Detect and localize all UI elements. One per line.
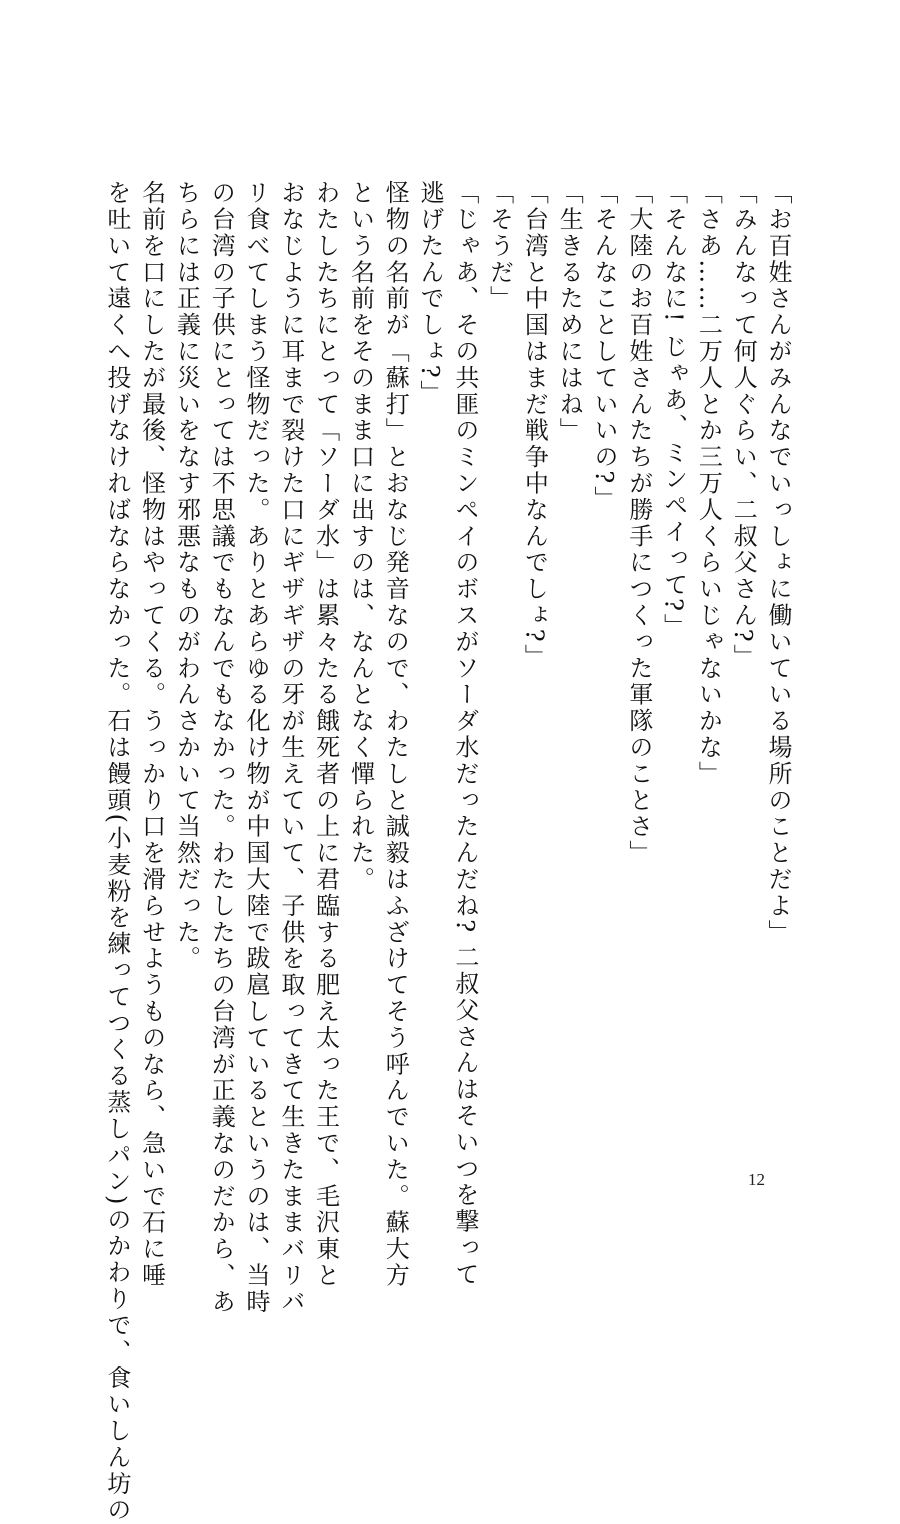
- text-line: 「さあ……二万人とか三万人くらいじゃないかな」: [694, 180, 723, 788]
- text-line: 「大陸のお百姓さんたちが勝手につくった軍隊のことさ」: [624, 180, 653, 867]
- text-line: 名前を口にしたが最後、怪物はやってくる。うっかり口を滑らせようものなら、急いで石に唾: [137, 180, 166, 1289]
- text-line: リ食べてしまう怪物だった。ありとあらゆる化け物が中国大陸で跋扈しているというのは、当時: [242, 180, 271, 1316]
- text-line: わたしたちにとって「ソーダ水」は累々たる餓死者の上に君臨する肥え太った王で、毛沢東と: [311, 180, 340, 1289]
- text-line: 「みんなって何人ぐらい、二叔父さん?」: [729, 180, 758, 671]
- text-line: の台湾の子供にとっては不思議でもなんでもなかった。わたしたちの台湾が正義なのだから、あ: [207, 180, 236, 1316]
- text-line: という名前をそのまま口に出すのは、なんとなく憚られた。: [346, 180, 375, 893]
- page-number: 12: [748, 1170, 765, 1189]
- text-line: 「台湾と中国はまだ戦争中なんでしょ?」: [520, 180, 549, 671]
- text-line: 「そうだ」: [485, 180, 514, 312]
- text-line: 逃げたんでしょ?」: [416, 180, 445, 407]
- text-line: 「そんなに! じゃあ、ミンペイって?」: [659, 180, 688, 640]
- text-line: 「そんなことしていいの?」: [590, 180, 619, 513]
- text-line: 「お百姓さんがみんなでいっしょに働いている場所のことだよ」: [764, 180, 792, 946]
- text-line: 怪物の名前が「蘇打」とおなじ発音なので、わたしと誠毅はふざけてそう呼んでいた。蘇大方: [381, 180, 410, 1289]
- text-line: 「生きるためにはね」: [555, 180, 584, 444]
- text-line: ちらには正義に災いをなす邪悪なものがわんさかいて当然だった。: [172, 180, 201, 972]
- text-line: 「じゃあ、その共匪のミンペイのボスがソーダ水だったんだね? 二叔父さんはそいつを撃って: [450, 180, 479, 1288]
- text-line: を吐いて遠くへ投げなければならなかった。石は饅頭(小麦粉を練ってつくる蒸しパン)のかわりで、食いしん坊の: [102, 180, 131, 1524]
- text-line: おなじように耳まで裂けた口にギザギザの牙が生えていて、子供を取ってきて生きたままバリバ: [276, 180, 305, 1316]
